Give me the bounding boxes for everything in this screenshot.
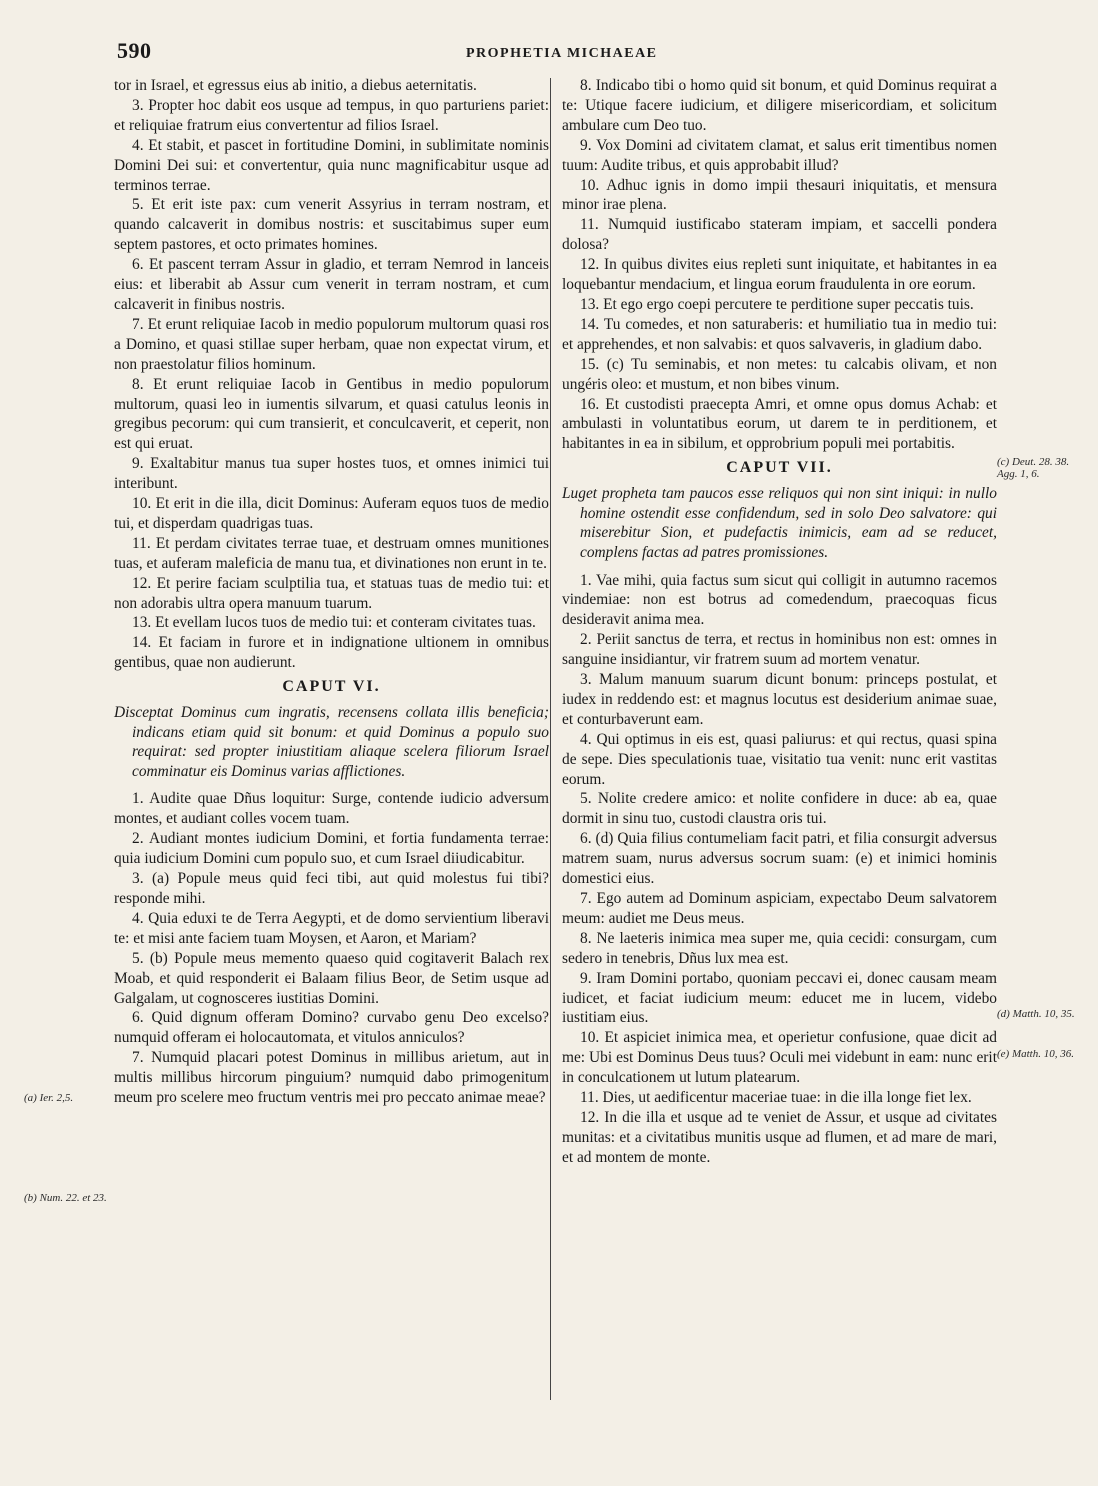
margin-note-a: (a) Ier. 2,5.: [24, 1092, 74, 1104]
margin-note-e: (e) Matth. 10, 36.: [997, 1048, 1074, 1060]
chapter-heading: CAPUT VII.: [726, 459, 833, 477]
verse-text: 14. Et faciam in furore et in indignatione ultionem in omnibus gentibus, quae non audierunt.: [114, 634, 549, 672]
chapter-heading: CAPUT VI.: [282, 678, 381, 696]
verse-text: 5. (b) Popule meus memento quaeso quid cogitaverit Balach rex Moab, et quid responderit ei Balaam filius Beor, de Setim usque ad Galgalam, ut cognosceres iustitias Domini.: [114, 949, 549, 1007]
verse-text: 3. Malum manuum suarum dicunt bonum: princeps postulat, et iudex in reddendo est: et magnus locutus est desiderium animae suae, et conturbaverunt eam.: [562, 671, 997, 728]
verse-text: 5. Et erit iste pax: cum venerit Assyrius in terram nostram, et quando calcaverit in domibus nostris: et suscitabimus super eum septem pastores, et octo primates homines.: [114, 196, 549, 254]
verse-text: 1. Audite quae Dñus loquitur: Surge, contende iudicio adversum montes, et audiant colles vocem tuam.: [114, 790, 549, 828]
verse-text: 10. Et aspiciet inimica mea, et operietur confusione, quae dicit ad me: Ubi est Dominus Deus tuus? Oculi mei videbunt in eam: nunc erit in conculcationem ut lutum platearum.: [562, 1029, 997, 1087]
verse-text: 12. Et perire faciam sculptilia tua, et statuas tuas de medio tui: et non adorabis ultra opera manuum tuarum.: [114, 574, 549, 612]
verse-text: 16. Et custodisti praecepta Amri, et omne opus domus Achab: et ambulasti in voluntatibus eorum, ut darem te in perditionem, et habitantes in ea in sibilum, et opprobrium populi mei portabitis.: [562, 395, 997, 453]
column-divider: [550, 78, 551, 1400]
margin-note-d: (d) Matth. 10, 35.: [997, 1008, 1075, 1020]
verse-text: 7. Et erunt reliquiae Iacob in medio populorum multorum quasi ros a Domino, et quasi stillae super herbam, quae non expectat virum, et non praestolatur filios hominum.: [114, 315, 549, 373]
left-column: [114, 76, 549, 1108]
verse-text: tor in Israel, et egressus eius ab initio, a diebus aeternitatis.: [114, 77, 477, 94]
verse-text: 8. Ne laeteris inimica mea super me, quia cecidi: consurgam, cum sedero in tenebris, Dñus lux mea est.: [562, 929, 997, 967]
verse-text: 1. Vae mihi, quia factus sum sicut qui colligit in autumno racemos vindemiae: non est botrus ad comedendum, praecoquas ficus desideravit anima mea.: [562, 571, 997, 629]
verse-text: 3. Propter hoc dabit eos usque ad tempus, in quo parturiens pariet: et reliquiae fratrum eius convertentur ad filios Israel.: [114, 96, 549, 134]
chapter-summary: Luget propheta tam paucos esse reliquos qui non sint iniqui: in nullo homine ostendit esse confidendum, sed in solo Deo salvatore: qui miserebitur Sion, et pudefactis inimicis, eam ad se reducet, complens factas ad patres promissiones.: [562, 485, 997, 561]
verse-text: 12. In quibus divites eius repleti sunt iniquitate, et habitantes in ea loquebantur mendacium, et lingua eorum fraudulenta in ore eorum.: [562, 256, 997, 294]
verse-text: 9. Iram Domini portabo, quoniam peccavi ei, donec causam meam iudicet, et faciat iudicium meum: educet me in lucem, videbo iustitiam eius.: [562, 969, 997, 1027]
verse-text: 11. Numquid iustificabo stateram impiam, et saccelli pondera dolosa?: [562, 216, 997, 254]
verse-text: 2. Audiant montes iudicium Domini, et fortia fundamenta terrae: quia iudicium Domini cum populo suo, et cum Israel diiudicabitur.: [114, 830, 549, 868]
verse-text: 3. (a) Popule meus quid feci tibi, aut quid molestus fui tibi? responde mihi.: [114, 870, 549, 907]
verse-text: 8. Indicabo tibi o homo quid sit bonum, et quid Dominus requirat a te: Utique facere iudicium, et diligere misericordiam, et solicitum ambulare cum Deo tuo.: [562, 77, 997, 134]
verse-text: 10. Adhuc ignis in domo impii thesauri iniquitatis, et mensura minor irae plena.: [562, 176, 997, 214]
verse-text: 4. Quia eduxi te de Terra Aegypti, et de domo servientium liberavi te: et misi ante faciem tuam Moysen, et Aaron, et Mariam?: [114, 909, 549, 947]
chapter-summary: Disceptat Dominus cum ingratis, recensens collata illis beneficia; indicans etiam quid sit bonum: et quid Dominus a populo suo requirat: sed propter iniustitiam aliaque scelera filiorum Israel comminatur eis Dominus varias afflictiones.: [114, 704, 549, 780]
page-number: 590: [117, 38, 152, 63]
verse-text: 7. Numquid placari potest Dominus in millibus arietum, aut in multis millibus hircorum pinguium? numquid dabo primogenitum meum pro scelere meo fructum ventris mei pro peccato animae meae?: [114, 1049, 549, 1107]
verse-text: 6. Quid dignum offeram Domino? curvabo genu Deo excelso? numquid offeram ei holocautomata, et vitulos anniculos?: [114, 1009, 549, 1047]
running-title: PROPHETIA MICHAEAE: [466, 46, 658, 61]
right-column: [562, 76, 997, 1168]
verse-text: 8. Et erunt reliquiae Iacob in Gentibus in medio populorum multorum, quasi leo in iumentis silvarum, et quasi catulus leonis in gregibus pecorum: qui cum transierit, et conculcaverit, et ceperit, non est qui eruat.: [114, 375, 549, 453]
verse-text: 4. Qui optimus in eis est, quasi paliurus: et qui rectus, quasi spina de sepe. Dies speculationis tuae, visitatio tua venit: nunc erit vastitas eorum.: [562, 730, 997, 788]
verse-text: 13. Et evellam lucos tuos de medio tui: et conteram civitates tuas.: [132, 614, 536, 632]
verse-text: 9. Exaltabitur manus tua super hostes tuos, et omnes inimici tui interibunt.: [114, 455, 549, 493]
verse-text: 12. In die illa et usque ad te veniet de Assur, et usque ad civitates munitas: et a civitatibus munitis usque ad flumen, et ad mare de mari, et ad montem de monte.: [562, 1108, 997, 1166]
verse-text: 6. (d) Quia filius contumeliam facit patri, et filia consurgit adversus matrem suam, nurus adversus socrum suam: (e) et inimici hominis domestici eius.: [562, 830, 997, 888]
margin-note-b: (b) Num. 22. et 23.: [24, 1192, 107, 1204]
verse-text: 6. Et pascent terram Assur in gladio, et terram Nemrod in lanceis eius: et liberabit ab Assur cum venerit in terram nostram, et cum calcaverit in finibus nostris.: [114, 256, 549, 313]
verse-text: 14. Tu comedes, et non saturaberis: et humiliatio tua in medio tui: et apprehendes, et non salvabis: et quos salvaveris, in gladium dabo.: [562, 315, 997, 353]
verse-text: 11. Et perdam civitates terrae tuae, et destruam omnes munitiones tuas, et auferam maleficia de manu tua, et divinationes non erunt in te.: [114, 534, 549, 572]
verse-text: 7. Ego autem ad Dominum aspiciam, expectabo Deum salvatorem meum: audiet me Deus meus.: [562, 890, 997, 927]
verse-text: 5. Nolite credere amico: et nolite confidere in duce: ab ea, quae dormit in sinu tuo, custodi claustra oris tui.: [562, 790, 997, 828]
verse-text: 11. Dies, ut aedificentur maceriae tuae: in die illa longe fiet lex.: [580, 1089, 972, 1107]
verse-text: 9. Vox Domini ad civitatem clamat, et salus erit timentibus nomen tuum: Audite tribus, et quis approbabit illud?: [562, 136, 997, 174]
verse-text: 4. Et stabit, et pascet in fortitudine Domini, in sublimitate nominis Domini Dei sui: et convertentur, quia nunc magnificabitur usque ad terminos terrae.: [114, 136, 549, 194]
margin-note-c: (c) Deut. 28. 38. Agg. 1, 6.: [997, 456, 1070, 480]
verse-text: 2. Periit sanctus de terra, et rectus in hominibus non est: omnes in sanguine insidiantur, vir fratrem suum ad mortem venatur.: [562, 631, 997, 669]
verse-text: 15. (c) Tu seminabis, et non metes: tu calcabis olivam, et non ungéris oleo: et mustum, et non bibes vinum.: [562, 355, 997, 393]
verse-text: 10. Et erit in die illa, dicit Dominus: Auferam equos tuos de medio tui, et disperdam quadrigas tuas.: [114, 495, 549, 532]
verse-text: 13. Et ego ergo coepi percutere te perditione super peccatis tuis.: [580, 295, 974, 313]
